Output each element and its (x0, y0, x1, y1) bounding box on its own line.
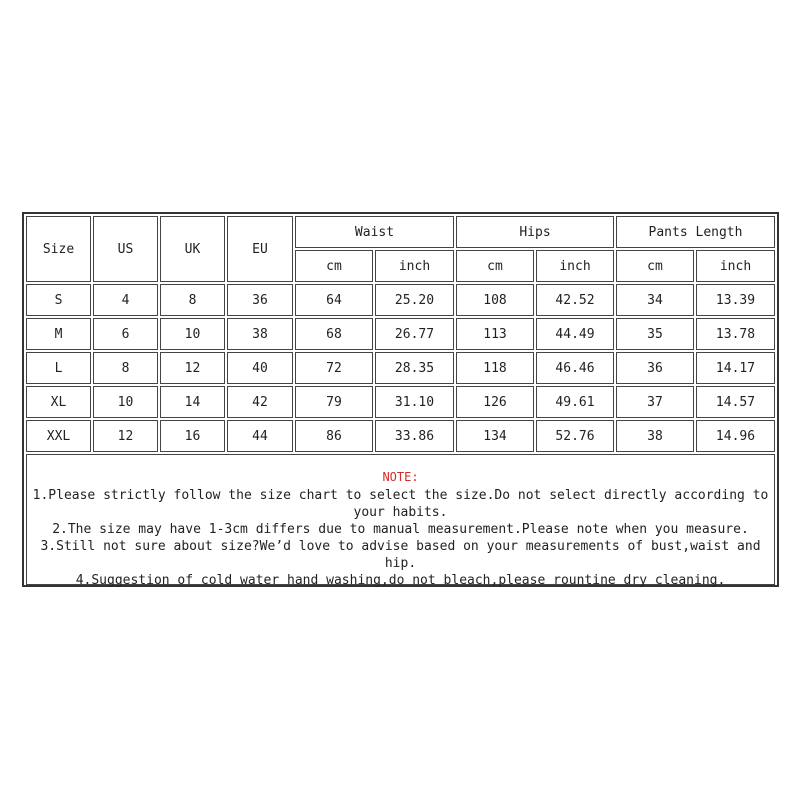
note-box (26, 454, 775, 588)
cell-pants-cm: 37 (616, 386, 694, 418)
cell-eu: 44 (227, 420, 293, 452)
cell-uk: 12 (160, 352, 225, 384)
cell-pants-cm: 36 (616, 352, 694, 384)
cell-hips-cm: 113 (456, 318, 534, 350)
cell-waist-cm: 79 (295, 386, 373, 418)
cell-eu: 40 (227, 352, 293, 384)
unit-hips-cm: cm (456, 250, 534, 282)
cell-hips-inch: 44.49 (536, 318, 614, 350)
cell-hips-inch: 42.52 (536, 284, 614, 316)
cell-pants-cm: 38 (616, 420, 694, 452)
cell-hips-inch: 49.61 (536, 386, 614, 418)
cell-uk: 16 (160, 420, 225, 452)
cell-waist-cm: 68 (295, 318, 373, 350)
cell-hips-cm: 134 (456, 420, 534, 452)
cell-hips-cm: 126 (456, 386, 534, 418)
cell-us: 8 (93, 352, 158, 384)
header-uk: UK (160, 216, 225, 282)
cell-waist-inch: 25.20 (375, 284, 454, 316)
cell-waist-cm: 86 (295, 420, 373, 452)
cell-pants-cm: 34 (616, 284, 694, 316)
cell-uk: 10 (160, 318, 225, 350)
cell-hips-inch: 52.76 (536, 420, 614, 452)
cell-waist-inch: 31.10 (375, 386, 454, 418)
cell-waist-inch: 28.35 (375, 352, 454, 384)
note-line-1: 1.Please strictly follow the size chart to select the size.Do not select directly according to your habits. (32, 488, 769, 520)
cell-waist-cm: 72 (295, 352, 373, 384)
cell-pants-inch: 13.78 (696, 318, 775, 350)
cell-us: 12 (93, 420, 158, 452)
cell-hips-cm: 108 (456, 284, 534, 316)
header-waist: Waist (295, 216, 454, 248)
unit-waist-inch: inch (375, 250, 454, 282)
cell-size: M (26, 318, 91, 350)
cell-hips-cm: 118 (456, 352, 534, 384)
header-us: US (93, 216, 158, 282)
size-chart (22, 212, 779, 587)
cell-eu: 36 (227, 284, 293, 316)
header-pants-length: Pants Length (616, 216, 775, 248)
header-hips: Hips (456, 216, 614, 248)
cell-size: L (26, 352, 91, 384)
header-eu: EU (227, 216, 293, 282)
unit-pants-inch: inch (696, 250, 775, 282)
cell-uk: 14 (160, 386, 225, 418)
header-size: Size (26, 216, 91, 282)
cell-uk: 8 (160, 284, 225, 316)
cell-hips-inch: 46.46 (536, 352, 614, 384)
note-line-2: 2.The size may have 1-3cm differs due to manual measurement.Please note when you measure. (52, 522, 749, 537)
note-title: NOTE: (382, 470, 419, 484)
cell-size: S (26, 284, 91, 316)
cell-pants-cm: 35 (616, 318, 694, 350)
cell-eu: 42 (227, 386, 293, 418)
cell-us: 10 (93, 386, 158, 418)
cell-size: XXL (26, 420, 91, 452)
unit-pants-cm: cm (616, 250, 694, 282)
cell-pants-inch: 14.96 (696, 420, 775, 452)
cell-size: XL (26, 386, 91, 418)
cell-waist-inch: 33.86 (375, 420, 454, 452)
cell-pants-inch: 14.17 (696, 352, 775, 384)
cell-pants-inch: 13.39 (696, 284, 775, 316)
cell-pants-inch: 14.57 (696, 386, 775, 418)
unit-hips-inch: inch (536, 250, 614, 282)
note-line-3: 3.Still not sure about size?We’d love to advise based on your measurements of bust,waist and hip. (40, 539, 761, 571)
cell-waist-inch: 26.77 (375, 318, 454, 350)
cell-us: 6 (93, 318, 158, 350)
cell-waist-cm: 64 (295, 284, 373, 316)
unit-waist-cm: cm (295, 250, 373, 282)
note-line-4: 4.Suggestion of cold water hand washing,do not bleach,please rountine dry cleaning. (75, 573, 726, 588)
cell-eu: 38 (227, 318, 293, 350)
cell-us: 4 (93, 284, 158, 316)
